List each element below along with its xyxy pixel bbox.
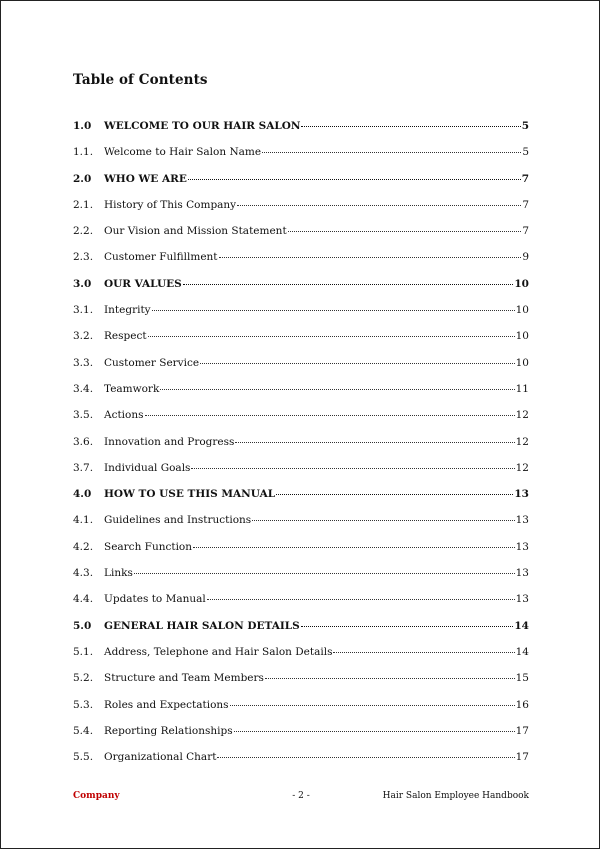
- toc-entry-title: Our Vision and Mission Statement: [104, 225, 287, 238]
- toc-entry-number: 3.1.: [73, 304, 94, 317]
- toc-entry-page: 12: [515, 409, 529, 422]
- toc-entry-number: 2.3.: [73, 251, 94, 264]
- toc-entry[interactable]: [73, 751, 529, 777]
- toc-entry[interactable]: [73, 409, 529, 435]
- toc-entry[interactable]: [73, 225, 529, 251]
- toc-entry-number: 4.3.: [73, 567, 94, 580]
- toc-entry[interactable]: [73, 725, 529, 751]
- toc-leader-dots: [276, 494, 513, 495]
- toc-entry[interactable]: [73, 383, 529, 409]
- toc-entry-title: WHO WE ARE: [104, 172, 187, 185]
- toc-entry-number: 3.3.: [73, 356, 94, 369]
- toc-entry-title: Organizational Chart: [104, 751, 217, 764]
- toc-entry-number: 3.0: [73, 277, 92, 290]
- toc-entry-title: History of This Company: [104, 198, 237, 211]
- toc-entry-number: 5.4.: [73, 724, 94, 737]
- toc-entry[interactable]: [73, 251, 529, 277]
- toc-leader-dots: [301, 126, 520, 127]
- toc-entry-title: Welcome to Hair Salon Name: [104, 146, 262, 159]
- toc-entry-title: GENERAL HAIR SALON DETAILS: [104, 619, 300, 632]
- toc-leader-dots: [160, 389, 514, 390]
- page-footer: [73, 791, 529, 805]
- toc-entry[interactable]: [73, 146, 529, 172]
- toc-heading: Table of Contents: [73, 72, 208, 88]
- toc-entry-number: 3.6.: [73, 435, 94, 448]
- toc-entry-page: 7: [521, 172, 529, 185]
- toc-leader-dots: [134, 573, 515, 574]
- toc-entry-title: Respect: [104, 330, 147, 343]
- toc-entry-page: 13: [515, 593, 529, 606]
- toc-entry-page: 10: [515, 330, 529, 343]
- toc-leader-dots: [252, 520, 514, 521]
- toc-entry-number: 1.0: [73, 120, 92, 132]
- toc-entry[interactable]: [73, 173, 529, 199]
- toc-entry-number: 5.0: [73, 619, 92, 632]
- toc-entry-title: Innovation and Progress: [104, 435, 235, 448]
- toc-entry[interactable]: [73, 330, 529, 356]
- toc-entry[interactable]: [73, 593, 529, 619]
- toc-entry-number: 3.5.: [73, 409, 94, 422]
- toc-entry-title: Updates to Manual: [104, 593, 206, 606]
- toc-leader-dots: [234, 731, 515, 732]
- toc-leader-dots: [152, 310, 515, 311]
- toc-list: [73, 120, 529, 777]
- toc-entry-title: Search Function: [104, 540, 193, 553]
- toc-entry-title: Structure and Team Members: [104, 672, 264, 685]
- toc-entry[interactable]: [73, 199, 529, 225]
- toc-leader-dots: [333, 652, 514, 653]
- toc-entry-number: 2.2.: [73, 225, 94, 238]
- toc-entry[interactable]: [73, 541, 529, 567]
- toc-leader-dots: [219, 257, 522, 258]
- toc-entry-number: 2.0: [73, 172, 92, 185]
- toc-leader-dots: [193, 547, 515, 548]
- toc-entry-number: 3.7.: [73, 461, 94, 474]
- toc-entry[interactable]: [73, 357, 529, 383]
- toc-leader-dots: [265, 678, 515, 679]
- toc-entry[interactable]: [73, 304, 529, 330]
- toc-entry-number: 3.2.: [73, 330, 94, 343]
- toc-leader-dots: [145, 415, 515, 416]
- toc-entry-title: Teamwork: [104, 382, 160, 395]
- toc-entry-page: 14: [515, 645, 529, 658]
- toc-entry[interactable]: [73, 488, 529, 514]
- toc-entry-number: 2.1.: [73, 198, 94, 211]
- toc-entry-title: Roles and Expectations: [104, 698, 229, 711]
- toc-entry-page: 11: [515, 382, 529, 395]
- toc-leader-dots: [188, 179, 521, 180]
- toc-entry-title: WELCOME TO OUR HAIR SALON: [104, 120, 301, 132]
- toc-leader-dots: [237, 205, 521, 206]
- toc-entry-title: Guidelines and Instructions: [104, 514, 252, 527]
- toc-leader-dots: [148, 336, 515, 337]
- toc-entry-page: 10: [514, 277, 529, 290]
- toc-entry-number: 5.2.: [73, 672, 94, 685]
- toc-entry-number: 3.4.: [73, 382, 94, 395]
- toc-entry-page: 14: [514, 619, 529, 632]
- toc-entry-title: HOW TO USE THIS MANUAL: [104, 488, 276, 501]
- footer-document-title: Hair Salon Employee Handbook: [382, 791, 529, 801]
- toc-leader-dots: [262, 152, 521, 153]
- toc-entry-page: 7: [522, 198, 529, 211]
- toc-leader-dots: [235, 442, 514, 443]
- toc-entry-page: 10: [515, 304, 529, 317]
- toc-entry-page: 5: [521, 120, 529, 132]
- toc-entry-title: OUR VALUES: [104, 277, 182, 290]
- toc-entry[interactable]: [73, 436, 529, 462]
- toc-entry-title: Reporting Relationships: [104, 724, 233, 737]
- toc-entry[interactable]: [73, 567, 529, 593]
- toc-leader-dots: [191, 468, 514, 469]
- toc-leader-dots: [207, 599, 515, 600]
- toc-entry-number: 4.2.: [73, 540, 94, 553]
- toc-entry-number: 4.0: [73, 488, 92, 501]
- toc-entry-title: Links: [104, 567, 133, 580]
- toc-entry-title: Customer Service: [104, 356, 200, 369]
- toc-entry[interactable]: [73, 646, 529, 672]
- toc-entry[interactable]: [73, 120, 529, 146]
- toc-entry-page: 13: [515, 567, 529, 580]
- toc-entry-page: 17: [515, 724, 529, 737]
- toc-entry-number: 5.1.: [73, 645, 94, 658]
- toc-entry-number: 5.3.: [73, 698, 94, 711]
- toc-entry[interactable]: [73, 278, 529, 304]
- toc-entry-page: 12: [515, 435, 529, 448]
- footer-company: Company: [73, 791, 120, 801]
- toc-entry[interactable]: [73, 699, 529, 725]
- toc-leader-dots: [183, 284, 514, 285]
- toc-entry-page: 12: [515, 461, 529, 474]
- toc-leader-dots: [230, 705, 515, 706]
- toc-leader-dots: [200, 363, 515, 364]
- toc-entry-title: Address, Telephone and Hair Salon Details: [104, 645, 333, 658]
- toc-entry-page: 13: [515, 540, 529, 553]
- toc-entry-number: 5.5.: [73, 751, 94, 764]
- toc-entry[interactable]: [73, 620, 529, 646]
- toc-entry-number: 1.1.: [73, 146, 94, 159]
- toc-entry[interactable]: [73, 462, 529, 488]
- toc-entry-page: 9: [522, 251, 529, 264]
- toc-entry[interactable]: [73, 514, 529, 540]
- toc-entry-page: 15: [515, 672, 529, 685]
- toc-entry-title: Customer Fulfillment: [104, 251, 218, 264]
- toc-entry-page: 17: [515, 751, 529, 764]
- toc-entry[interactable]: [73, 672, 529, 698]
- toc-leader-dots: [217, 757, 514, 758]
- toc-entry-number: 4.4.: [73, 593, 94, 606]
- toc-entry-page: 13: [514, 488, 529, 501]
- toc-entry-page: 13: [515, 514, 529, 527]
- toc-entry-page: 5: [522, 146, 529, 159]
- toc-entry-number: 4.1.: [73, 514, 94, 527]
- toc-entry-page: 7: [522, 225, 529, 238]
- toc-entry-title: Individual Goals: [104, 461, 191, 474]
- toc-entry-title: Integrity: [104, 304, 151, 317]
- toc-leader-dots: [288, 231, 522, 232]
- toc-entry-page: 10: [515, 356, 529, 369]
- toc-leader-dots: [301, 626, 514, 627]
- footer-page-number: - 2 -: [292, 791, 310, 801]
- toc-entry-title: Actions: [104, 409, 144, 422]
- toc-entry-page: 16: [515, 698, 529, 711]
